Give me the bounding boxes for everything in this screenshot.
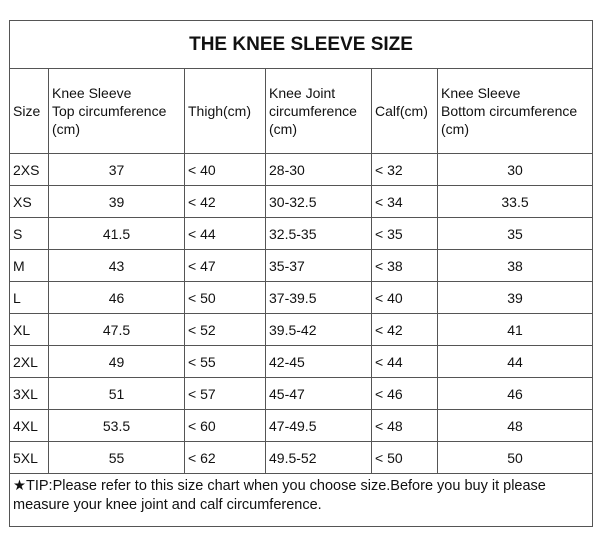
cell-thigh: < 60 [185,410,266,442]
cell-top-circumference: 37 [49,154,185,186]
cell-bottom-circumference: 41 [438,314,593,346]
cell-calf: < 40 [372,282,438,314]
table-row [10,218,593,250]
cell-size: 3XL [10,378,49,410]
header-size: Size [10,69,49,154]
cell-knee-joint: 45-47 [266,378,372,410]
cell-knee-joint: 37-39.5 [266,282,372,314]
table-row [10,346,593,378]
cell-thigh: < 44 [185,218,266,250]
cell-top-circumference: 53.5 [49,410,185,442]
cell-bottom-circumference: 48 [438,410,593,442]
cell-calf: < 34 [372,186,438,218]
cell-knee-joint: 32.5-35 [266,218,372,250]
cell-knee-joint: 30-32.5 [266,186,372,218]
cell-thigh: < 55 [185,346,266,378]
table-row [10,410,593,442]
cell-bottom-circumference: 50 [438,442,593,474]
table-row [10,314,593,346]
cell-size: 2XL [10,346,49,378]
cell-size: 2XS [10,154,49,186]
cell-knee-joint: 28-30 [266,154,372,186]
cell-knee-joint: 49.5-52 [266,442,372,474]
cell-thigh: < 47 [185,250,266,282]
cell-thigh: < 57 [185,378,266,410]
cell-size: 4XL [10,410,49,442]
table-row [10,442,593,474]
cell-bottom-circumference: 35 [438,218,593,250]
table-row [10,378,593,410]
cell-calf: < 32 [372,154,438,186]
cell-top-circumference: 39 [49,186,185,218]
cell-top-circumference: 46 [49,282,185,314]
table-title: THE KNEE SLEEVE SIZE [10,21,593,69]
size-chart-table [9,20,593,527]
cell-bottom-circumference: 39 [438,282,593,314]
tip-text: ★TIP:Please refer to this size chart when you choose size.Before you buy it please measure your knee joint and calf circumference. [10,474,593,527]
cell-knee-joint: 39.5-42 [266,314,372,346]
header-top-circumference: Knee Sleeve Top circumference (cm) [49,69,185,154]
cell-size: XL [10,314,49,346]
cell-top-circumference: 49 [49,346,185,378]
cell-thigh: < 40 [185,154,266,186]
cell-size: S [10,218,49,250]
header-knee-joint: Knee Joint circumference (cm) [266,69,372,154]
table-row [10,154,593,186]
cell-calf: < 44 [372,346,438,378]
header-calf: Calf(cm) [372,69,438,154]
cell-size: XS [10,186,49,218]
table-row [10,282,593,314]
cell-bottom-circumference: 46 [438,378,593,410]
cell-top-circumference: 55 [49,442,185,474]
header-bottom-circumference: Knee Sleeve Bottom circumference (cm) [438,69,593,154]
cell-calf: < 48 [372,410,438,442]
header-row [10,69,593,154]
cell-size: L [10,282,49,314]
cell-bottom-circumference: 33.5 [438,186,593,218]
cell-knee-joint: 47-49.5 [266,410,372,442]
cell-calf: < 42 [372,314,438,346]
cell-top-circumference: 41.5 [49,218,185,250]
cell-thigh: < 50 [185,282,266,314]
cell-top-circumference: 43 [49,250,185,282]
cell-thigh: < 52 [185,314,266,346]
cell-knee-joint: 35-37 [266,250,372,282]
cell-top-circumference: 51 [49,378,185,410]
cell-top-circumference: 47.5 [49,314,185,346]
cell-bottom-circumference: 30 [438,154,593,186]
cell-knee-joint: 42-45 [266,346,372,378]
table-row [10,250,593,282]
cell-bottom-circumference: 38 [438,250,593,282]
cell-calf: < 50 [372,442,438,474]
cell-thigh: < 42 [185,186,266,218]
cell-size: 5XL [10,442,49,474]
cell-calf: < 46 [372,378,438,410]
cell-calf: < 38 [372,250,438,282]
table-row [10,186,593,218]
cell-size: M [10,250,49,282]
cell-calf: < 35 [372,218,438,250]
header-thigh: Thigh(cm) [185,69,266,154]
cell-bottom-circumference: 44 [438,346,593,378]
cell-thigh: < 62 [185,442,266,474]
